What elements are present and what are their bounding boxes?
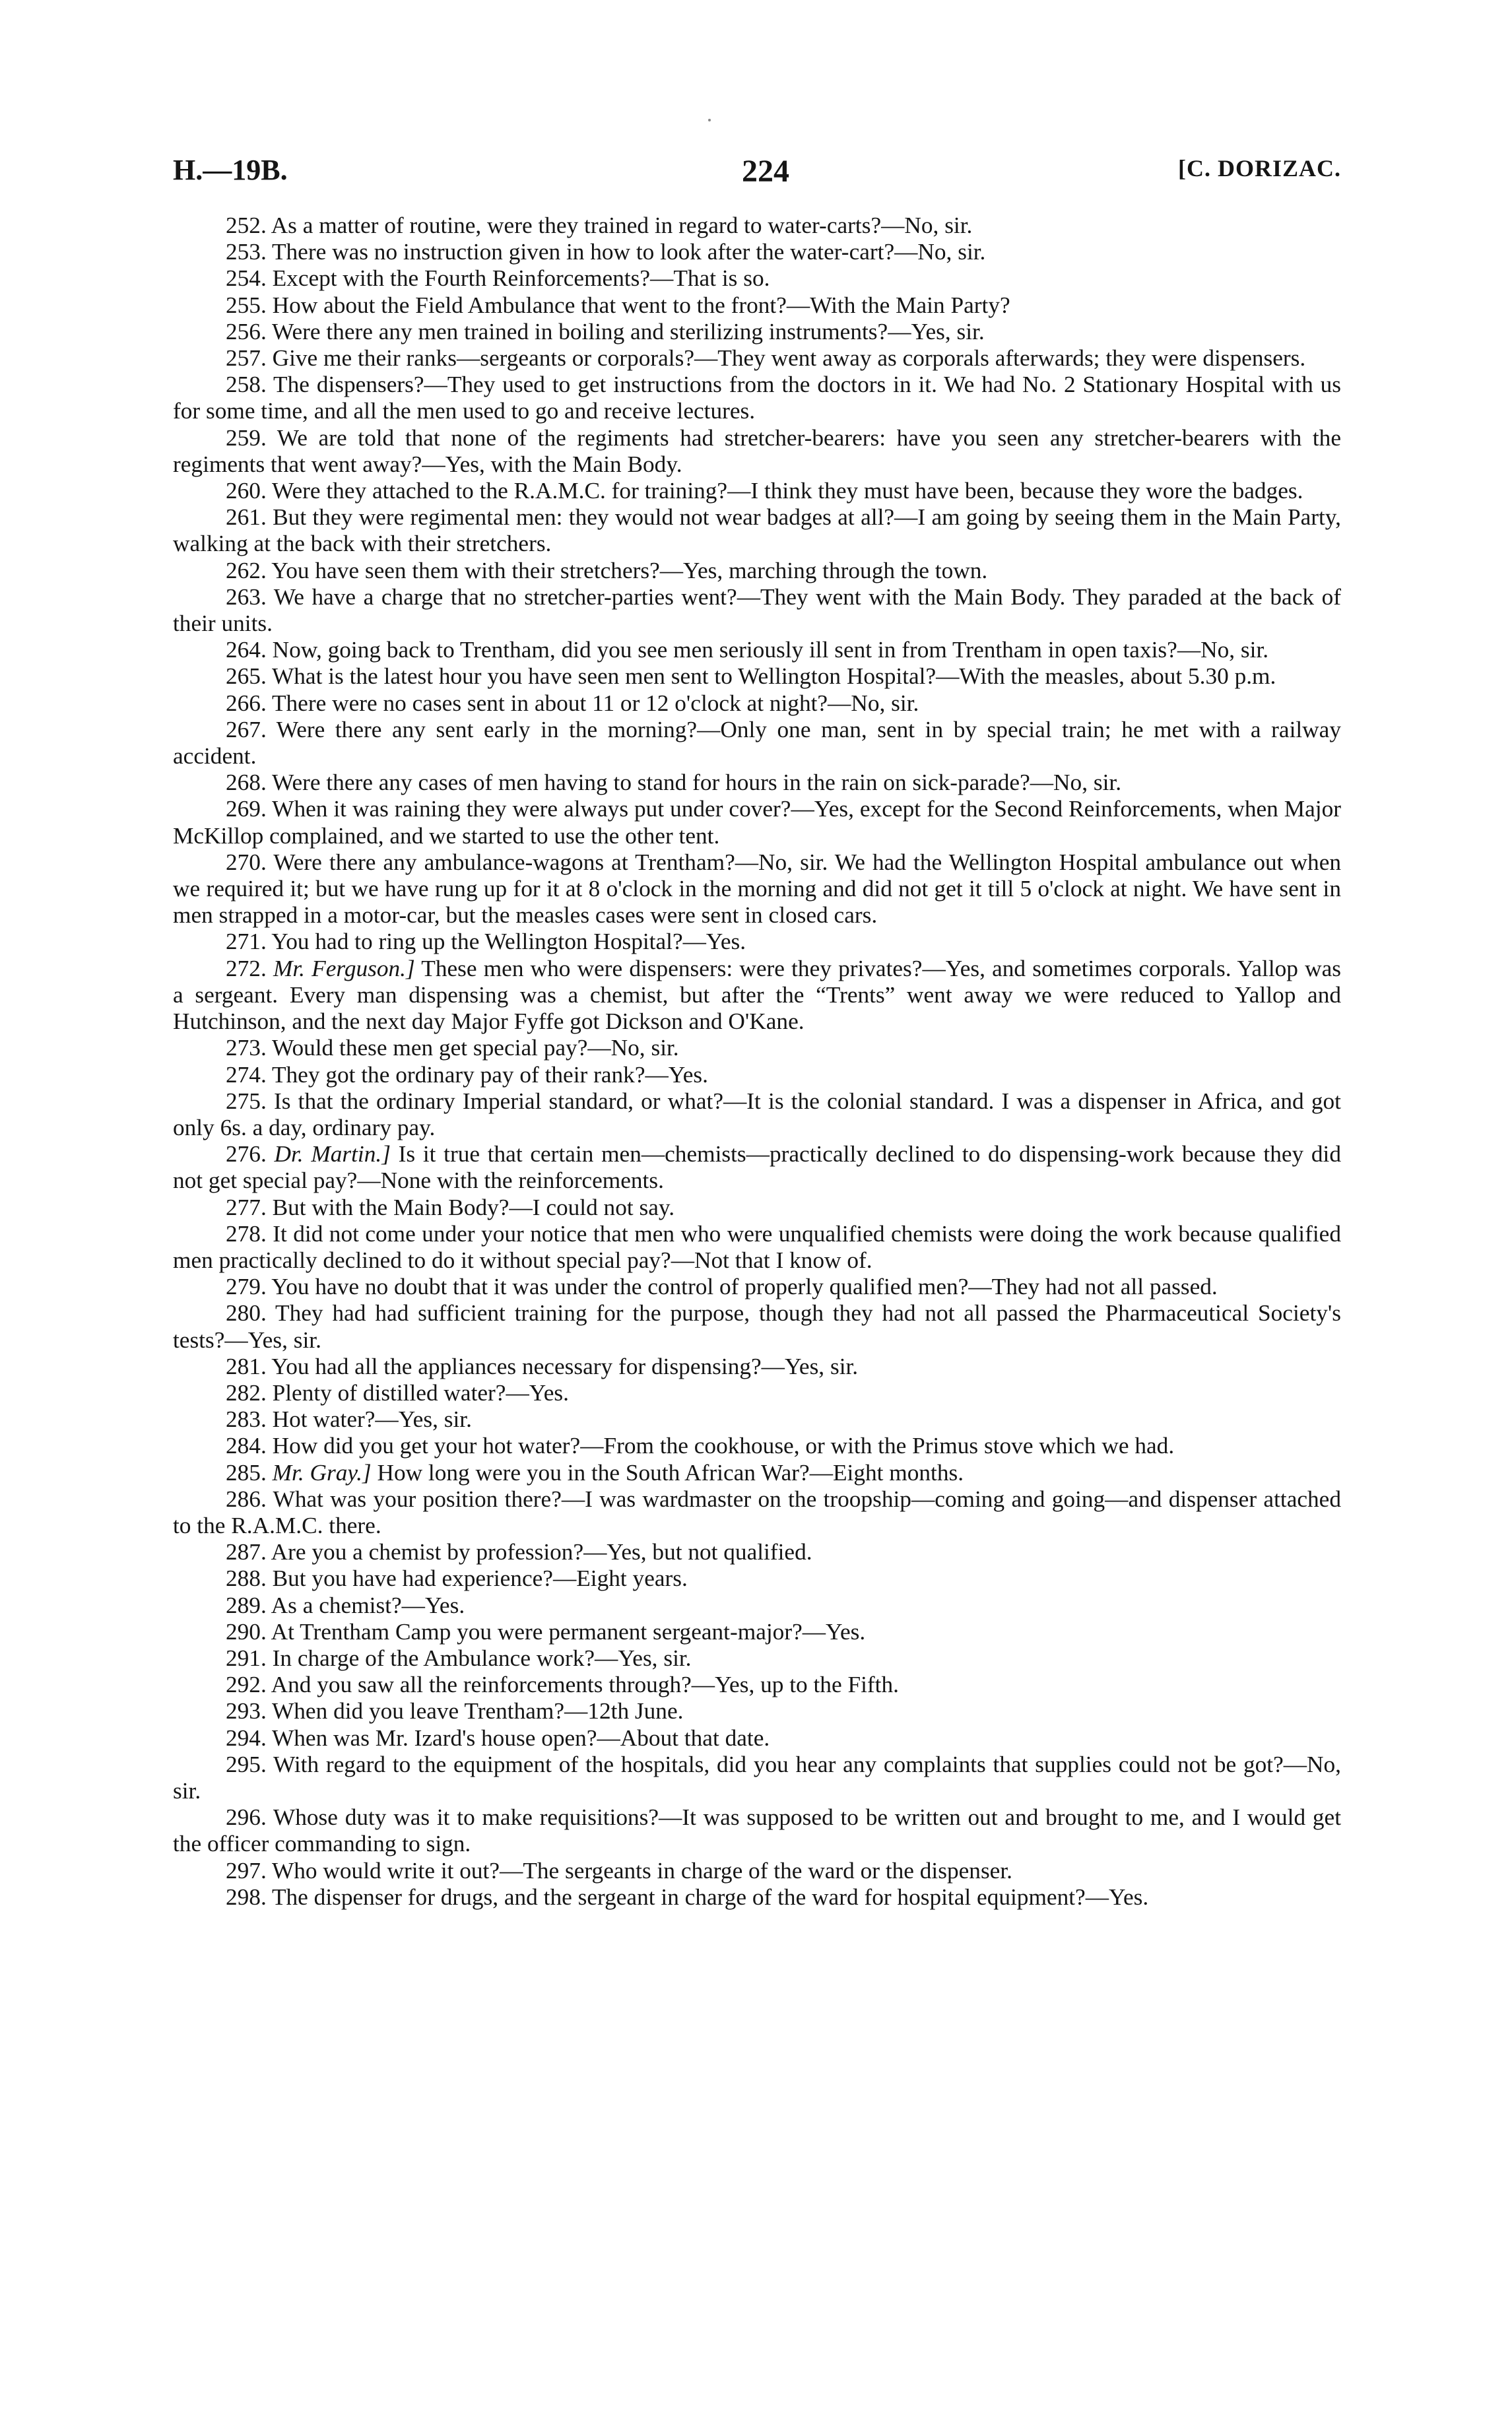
question-paragraph [173, 425, 1341, 478]
question-paragraph [173, 1274, 1341, 1300]
question-number: 282. [226, 1379, 267, 1406]
question-paragraph [173, 956, 1341, 1035]
question-number: 273. [226, 1035, 267, 1061]
question-text: Were there any cases of men having to stand for hours in the rain on sick-parade?—No, sir. [271, 770, 1122, 796]
question-text: As a matter of routine, were they trained in regard to water-carts?—No, sir. [271, 213, 973, 238]
question-paragraph [173, 1884, 1341, 1911]
question-number: 264. [226, 637, 267, 663]
question-text: You have seen them with their stretchers?—Yes, marching through the town. [271, 557, 988, 583]
question-number: 275. [226, 1088, 267, 1114]
question-number: 297. [226, 1857, 267, 1884]
question-paragraph [173, 265, 1341, 292]
question-number: 290. [226, 1618, 267, 1645]
question-number: 271. [226, 929, 267, 955]
question-text: Plenty of distilled water?—Yes. [272, 1379, 569, 1406]
question-text: We have a charge that no stretcher-parties went?—They went with the Main Body. They paraded at the back of their units. [173, 583, 1341, 637]
question-paragraph [173, 345, 1341, 372]
question-paragraph [173, 1221, 1341, 1274]
question-paragraph [173, 1858, 1341, 1884]
question-paragraph [173, 504, 1341, 557]
speaker-name: Mr. Ferguson.] [273, 955, 415, 981]
question-text: Would these men get special pay?—No, sir. [271, 1035, 679, 1061]
question-number: 294. [226, 1725, 267, 1751]
question-paragraph [173, 1460, 1341, 1486]
question-number: 278. [226, 1220, 267, 1247]
page-number: 224 [742, 154, 789, 189]
question-paragraph [173, 292, 1341, 319]
question-text: Whose duty was it to make requisitions?—It was supposed to be written out and brought to me, and I would get the officer commanding to sign. [173, 1804, 1342, 1857]
question-text: What was your position there?—I was wardmaster on the troopship—coming and going—and dispenser attached to the R.A.M.C. there. [173, 1486, 1341, 1538]
witness-name: [C. DORIZAC. [1177, 155, 1341, 181]
question-number: 260. [226, 478, 267, 504]
question-paragraph [173, 1195, 1341, 1221]
question-number: 265. [226, 663, 267, 690]
question-paragraph [173, 584, 1341, 637]
question-text: Were they attached to the R.A.M.C. for training?—I think they must have been, because they wore the badges. [271, 478, 1303, 504]
question-number: 291. [226, 1645, 267, 1671]
speaker-name: Mr. Gray.] [272, 1459, 372, 1486]
question-text: There were no cases sent in about 11 or 12 o'clock at night?—No, sir. [271, 690, 919, 716]
question-text: When did you leave Trentham?—12th June. [271, 1698, 684, 1725]
question-number: 270. [226, 849, 267, 875]
question-paragraph [173, 1300, 1341, 1353]
question-number: 254. [226, 265, 267, 292]
question-paragraph [173, 717, 1341, 770]
question-text: Is it true that certain men—chemists—practically declined to do dispensing-work because they did not get special pay?—None with the reinforcements. [173, 1141, 1341, 1194]
question-text: But you have had experience?—Eight years. [272, 1565, 688, 1592]
question-text: There was no instruction given in how to look after the water-cart?—No, sir. [271, 239, 986, 265]
question-number: 280. [226, 1300, 267, 1327]
question-paragraph [173, 1565, 1341, 1592]
question-text: When it was raining they were always put under cover?—Yes, except for the Second Reinforcements, when Major McKillop complained, and we started to use the other tent. [173, 796, 1342, 849]
question-text: What is the latest hour you have seen men sent to Wellington Hospital?—With the measles, about 5.30 p.m. [271, 663, 1276, 690]
question-text: The dispenser for drugs, and the sergeant in charge of the ward for hospital equipment?—Yes. [271, 1884, 1149, 1910]
question-text: Except with the Fourth Reinforcements?—That is so. [272, 265, 770, 292]
question-paragraph [173, 690, 1341, 717]
question-paragraph [173, 1486, 1341, 1539]
question-number: 281. [226, 1353, 267, 1379]
question-paragraph [173, 1672, 1341, 1698]
question-paragraph [173, 372, 1341, 424]
question-text: The dispensers?—They used to get instructions from the doctors in it. We had No. 2 Stationary Hospital with us for some time, and all the men used to go and receive lectures. [173, 372, 1341, 424]
question-paragraph [173, 770, 1341, 796]
question-paragraph [173, 558, 1341, 584]
question-paragraph [173, 663, 1341, 690]
question-number: 283. [226, 1406, 267, 1433]
question-number: 255. [226, 292, 267, 318]
question-paragraph [173, 1645, 1341, 1672]
question-number: 298. [226, 1884, 267, 1910]
question-number: 288. [226, 1565, 267, 1592]
question-text: They got the ordinary pay of their rank?—Yes. [271, 1061, 708, 1088]
question-text: With regard to the equipment of the hospitals, did you hear any complaints that supplies could not be got?—No, sir. [173, 1751, 1341, 1804]
question-paragraph [173, 1088, 1341, 1141]
question-paragraph [173, 478, 1341, 504]
question-text: And you saw all the reinforcements through?—Yes, up to the Fifth. [271, 1672, 899, 1698]
question-number: 274. [226, 1061, 267, 1088]
question-paragraph [173, 1752, 1341, 1804]
question-paragraph [173, 849, 1341, 929]
question-number: 293. [226, 1698, 267, 1725]
question-text: You have no doubt that it was under the control of properly qualified men?—They had not all passed. [271, 1274, 1218, 1300]
question-text: They had had sufficient training for the purpose, though they had not all passed the Pharmaceutical Society's tests?—Yes, sir. [173, 1300, 1341, 1353]
question-number: 259. [226, 424, 267, 451]
question-text: Now, going back to Trentham, did you see men seriously ill sent in from Trentham in open taxis?—No, sir. [272, 637, 1269, 663]
question-paragraph [173, 1354, 1341, 1380]
question-number: 284. [226, 1433, 267, 1459]
question-paragraph [173, 1433, 1341, 1459]
question-number: 296. [226, 1804, 267, 1831]
question-paragraph [173, 1141, 1341, 1194]
page-header [173, 153, 1341, 193]
question-number: 268. [226, 770, 267, 796]
question-number: 261. [226, 504, 267, 531]
question-paragraph [173, 1804, 1341, 1857]
question-number: 257. [226, 345, 267, 372]
question-number: 285. [226, 1459, 267, 1486]
question-paragraph [173, 319, 1341, 345]
question-text: Give me their ranks—sergeants or corporals?—They went away as corporals afterwards; they were dispensers. [272, 345, 1306, 372]
report-reference: H.—19B. [173, 154, 288, 186]
scan-speck [708, 119, 711, 121]
question-text: Hot water?—Yes, sir. [272, 1406, 472, 1433]
question-paragraph [173, 1593, 1341, 1619]
question-text: But they were regimental men: they would not wear badges at all?—I am going by seeing them in the Main Party, walking at the back with their stretchers. [173, 504, 1341, 557]
question-text: How long were you in the South African War?—Eight months. [377, 1459, 964, 1486]
question-number: 252. [226, 213, 267, 238]
question-paragraph [173, 1725, 1341, 1752]
question-paragraph [173, 796, 1341, 849]
question-number: 286. [226, 1486, 267, 1512]
question-number: 263. [226, 583, 267, 610]
question-text: How did you get your hot water?—From the cookhouse, or with the Primus stove which we had. [272, 1433, 1175, 1459]
question-number: 267. [226, 716, 267, 742]
question-number: 269. [226, 796, 267, 822]
question-text: As a chemist?—Yes. [271, 1592, 465, 1618]
question-text: Were there any ambulance-wagons at Trentham?—No, sir. We had the Wellington Hospital ambulance out when we required it; but we have rung up for it at 8 o'clock in the morning and did not get it till 5 o'clock at night. We have sent in men strapped in a motor-car, but the measles cases were sent in closed cars. [173, 849, 1342, 929]
question-number: 253. [226, 239, 267, 265]
speaker-name: Dr. Martin.] [274, 1141, 391, 1167]
question-number: 289. [226, 1592, 267, 1618]
question-text: Is that the ordinary Imperial standard, or what?—It is the colonial standard. I was a dispenser in Africa, and got only 6s. a day, ordinary pay. [173, 1088, 1341, 1140]
question-text: In charge of the Ambulance work?—Yes, sir. [272, 1645, 692, 1671]
question-text: You had all the appliances necessary for dispensing?—Yes, sir. [271, 1353, 859, 1379]
question-paragraph [173, 1062, 1341, 1088]
question-paragraph [173, 239, 1341, 265]
question-paragraph [173, 1698, 1341, 1725]
question-text: Are you a chemist by profession?—Yes, but not qualified. [271, 1539, 812, 1565]
question-number: 256. [226, 318, 267, 345]
question-paragraph [173, 1380, 1341, 1406]
question-number: 295. [226, 1751, 267, 1777]
question-text: Were there any men trained in boiling and sterilizing instruments?—Yes, sir. [271, 318, 985, 345]
question-paragraph [173, 1035, 1341, 1061]
question-paragraph [173, 1619, 1341, 1645]
question-text: How about the Field Ambulance that went to the front?—With the Main Party? [272, 292, 1010, 318]
question-text: You had to ring up the Wellington Hospital?—Yes. [271, 929, 746, 955]
question-text: Who would write it out?—The sergeants in charge of the ward or the dispenser. [271, 1857, 1012, 1884]
question-paragraph [173, 929, 1341, 955]
question-number: 266. [226, 690, 267, 716]
question-text: Were there any sent early in the morning?—Only one man, sent in by special train; he met with a railway accident. [173, 716, 1341, 770]
question-number: 287. [226, 1539, 267, 1565]
question-text: But with the Main Body?—I could not say. [272, 1194, 675, 1220]
question-number: 277. [226, 1194, 267, 1220]
question-number: 279. [226, 1274, 267, 1300]
question-text: At Trentham Camp you were permanent sergeant-major?—Yes. [271, 1618, 866, 1645]
question-text: We are told that none of the regiments had stretcher-bearers: have you seen any stretcher-bearers with the regiments that went away?—Yes, with the Main Body. [173, 424, 1342, 477]
testimony-body [173, 213, 1341, 1911]
question-paragraph [173, 1406, 1341, 1433]
question-paragraph [173, 213, 1341, 239]
question-paragraph [173, 1539, 1341, 1565]
question-text: It did not come under your notice that men who were unqualified chemists were doing the work because qualified men practically declined to do it without special pay?—Not that I know of. [173, 1220, 1341, 1273]
question-number: 292. [226, 1672, 267, 1698]
question-text: When was Mr. Izard's house open?—About that date. [271, 1725, 770, 1751]
question-number: 262. [226, 557, 267, 583]
question-number: 258. [226, 372, 267, 398]
question-number: 272. [226, 955, 267, 981]
question-paragraph [173, 637, 1341, 663]
question-text: These men who were dispensers: were they privates?—Yes, and sometimes corporals. Yallop was a sergeant. Every man dispensing was a chemist, but after the “Trents” went away we were reduced to Yallop and Hutchinson, and the next day Major Fyffe got Dickson and O'Kane. [173, 955, 1341, 1035]
question-number: 276. [226, 1141, 267, 1167]
